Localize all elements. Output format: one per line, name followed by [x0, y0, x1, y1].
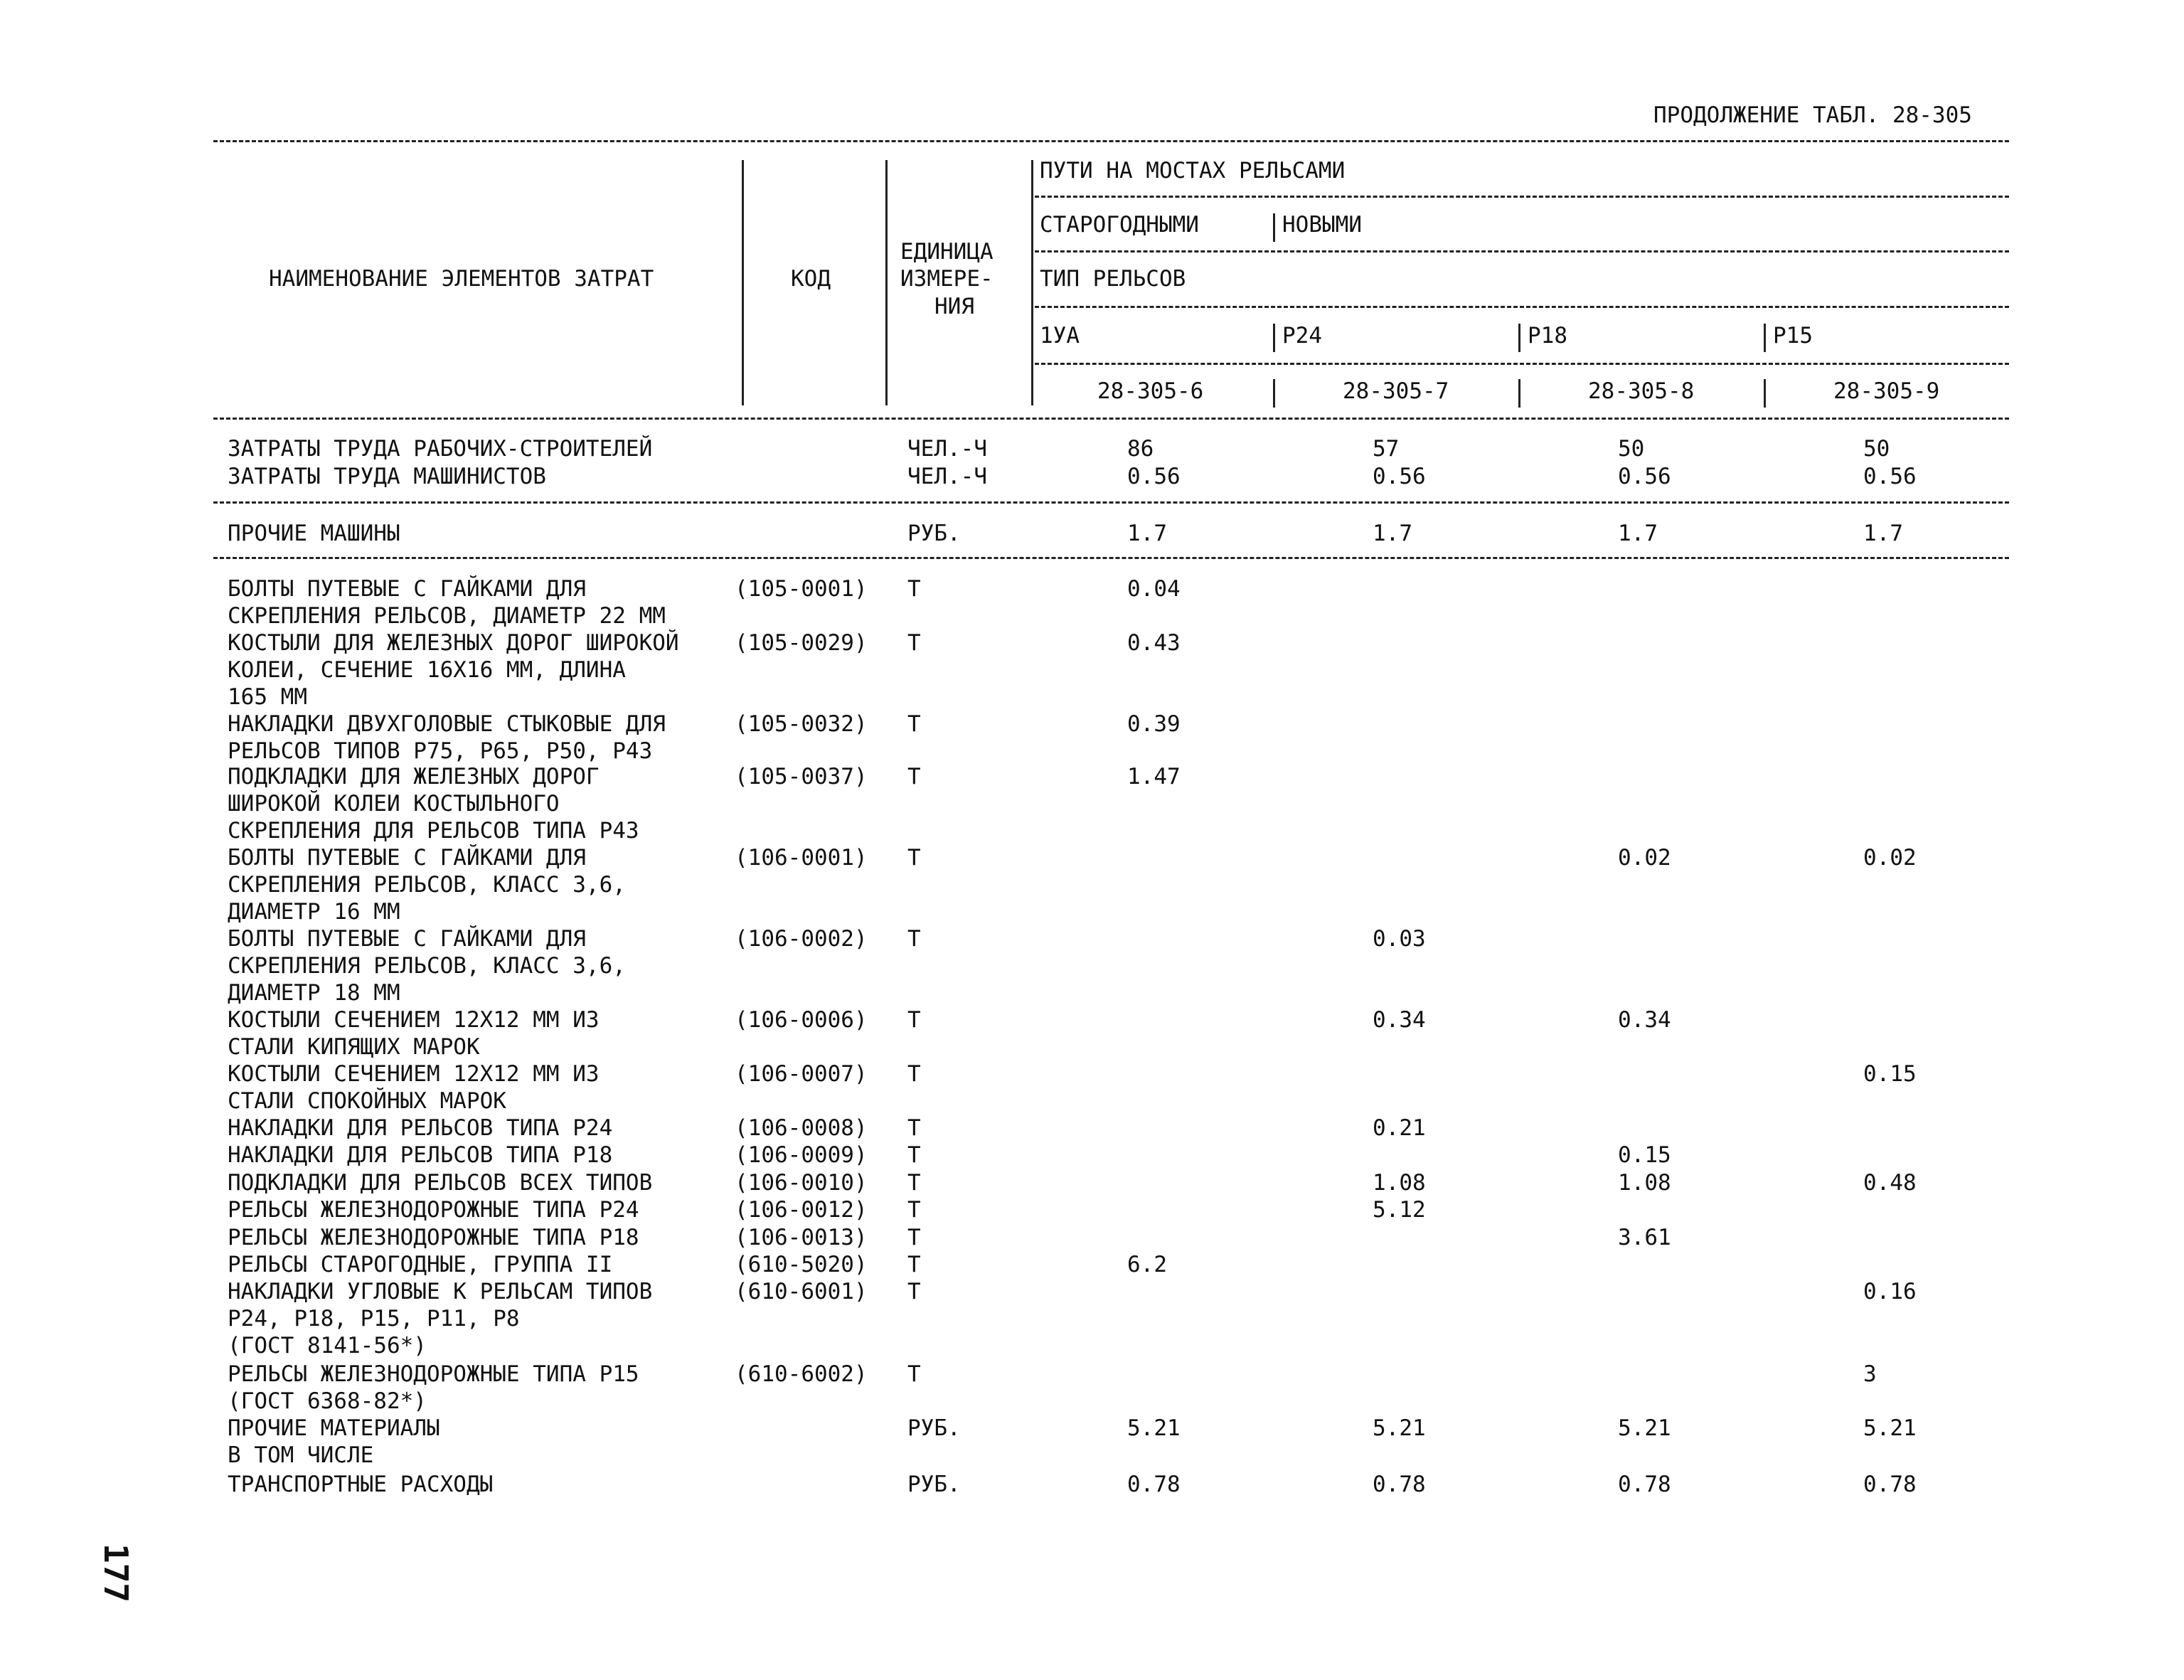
header-code: КОД — [791, 266, 831, 292]
row-value-3: 0.02 — [1618, 845, 1671, 871]
row-value-4: 0.48 — [1863, 1170, 1917, 1196]
row-value-1: 0.78 — [1127, 1472, 1181, 1497]
row-code: (105-0029) — [735, 630, 868, 656]
row-name: РЕЛЬСЫ ЖЕЛЕЗНОДОРОЖНЫЕ ТИПА Р18 — [228, 1225, 639, 1250]
row-unit: Т — [907, 576, 921, 602]
row-value-2: 1.08 — [1373, 1170, 1426, 1196]
header-name: НАИМЕНОВАНИЕ ЭЛЕМЕНТОВ ЗАТРАТ — [269, 266, 654, 292]
row-value-1: 1.7 — [1127, 521, 1167, 546]
rule-labor-bottom — [213, 501, 2009, 504]
row-unit: ЧЕЛ.-Ч — [907, 436, 987, 462]
row-value-4: 0.78 — [1863, 1472, 1917, 1497]
row-name: ПОДКЛАДКИ ДЛЯ РЕЛЬСОВ ВСЕХ ТИПОВ — [228, 1170, 653, 1196]
row-name-line-3: ДИАМЕТР 16 ММ — [228, 899, 400, 925]
row-value-3: 3.61 — [1618, 1225, 1671, 1250]
row-name-line-2: (ГОСТ 6368-82*) — [228, 1388, 427, 1414]
row-name: НАКЛАДКИ УГЛОВЫЕ К РЕЛЬСАМ ТИПОВ — [228, 1279, 653, 1304]
header-sep-values — [1031, 160, 1033, 405]
row-name-line-2: СТАЛИ КИПЯЩИХ МАРОК — [228, 1034, 480, 1060]
row-name: В ТОМ ЧИСЛЕ — [228, 1442, 374, 1468]
row-name: НАКЛАДКИ ДЛЯ РЕЛЬСОВ ТИПА Р24 — [228, 1115, 613, 1141]
row-unit: Т — [907, 1279, 921, 1304]
row-code: (105-0037) — [735, 764, 868, 790]
row-name-line-2: СТАЛИ СПОКОЙНЫХ МАРОК — [228, 1088, 506, 1114]
row-name: НАКЛАДКИ ДЛЯ РЕЛЬСОВ ТИПА Р18 — [228, 1142, 613, 1168]
row-value-4: 1.7 — [1863, 521, 1903, 546]
row-name-line-2: СКРЕПЛЕНИЯ РЕЛЬСОВ, ДИАМЕТР 22 ММ — [228, 603, 666, 629]
header-code-3: 28-305-8 — [1588, 378, 1695, 404]
row-name: ЗАТРАТЫ ТРУДА МАШИНИСТОВ — [228, 464, 546, 489]
row-value-3: 1.7 — [1618, 521, 1658, 546]
row-unit: Т — [907, 630, 921, 656]
row-name: ПРОЧИЕ МАШИНЫ — [228, 521, 400, 546]
header-code-2: 28-305-7 — [1343, 378, 1449, 404]
row-unit: Т — [907, 1007, 921, 1033]
row-code: (106-0010) — [735, 1170, 868, 1196]
header-old: СТАРОГОДНЫМИ — [1040, 212, 1199, 238]
row-code: (610-6001) — [735, 1279, 868, 1304]
row-value-2: 0.34 — [1373, 1007, 1426, 1033]
row-value-3: 0.34 — [1618, 1007, 1671, 1033]
row-unit: Т — [907, 1252, 921, 1277]
row-code: (105-0001) — [735, 576, 868, 602]
header-sep-code-2 — [1273, 379, 1275, 408]
header-sep-code-3 — [1518, 379, 1520, 408]
row-value-2: 0.21 — [1373, 1115, 1426, 1141]
row-value-4: 0.15 — [1863, 1061, 1917, 1087]
row-value-4: 0.56 — [1863, 464, 1917, 489]
row-value-2: 0.78 — [1373, 1472, 1426, 1497]
row-name-line-3: (ГОСТ 8141-56*) — [228, 1333, 427, 1359]
row-name: ЗАТРАТЫ ТРУДА РАБОЧИХ-СТРОИТЕЛЕЙ — [228, 436, 653, 462]
row-name: КОСТЫЛИ ДЛЯ ЖЕЛЕЗНЫХ ДОРОГ ШИРОКОЙ — [228, 630, 679, 656]
row-name-line-2: КОЛЕИ, СЕЧЕНИЕ 16X16 ММ, ДЛИНА — [228, 657, 626, 683]
header-sep-type-2 — [1273, 324, 1275, 352]
row-name: БОЛТЫ ПУТЕВЫЕ С ГАЙКАМИ ДЛЯ — [228, 845, 586, 871]
row-unit: Т — [907, 1061, 921, 1087]
row-name-line-2: СКРЕПЛЕНИЯ РЕЛЬСОВ, КЛАСС 3,6, — [228, 953, 626, 979]
rule-group-sub — [1035, 196, 2009, 198]
row-value-1: 5.21 — [1127, 1415, 1181, 1441]
row-name-line-2: Р24, Р18, Р15, Р11, Р8 — [228, 1306, 520, 1331]
header-sep-type-4 — [1764, 324, 1766, 352]
row-code: (105-0032) — [735, 711, 868, 737]
row-value-3: 50 — [1618, 436, 1645, 462]
row-value-4: 5.21 — [1863, 1415, 1917, 1441]
row-value-4: 50 — [1863, 436, 1890, 462]
row-unit: РУБ. — [907, 1472, 961, 1497]
row-value-2: 0.03 — [1373, 926, 1426, 952]
row-unit: Т — [907, 1142, 921, 1168]
header-new: НОВЫМИ — [1282, 212, 1362, 238]
page-number: 177 — [97, 1543, 135, 1603]
row-name: ПРОЧИЕ МАТЕРИАЛЫ — [228, 1415, 440, 1441]
row-value-1: 1.47 — [1127, 764, 1181, 790]
header-type-1: 1УА — [1040, 323, 1080, 349]
row-value-3: 0.56 — [1618, 464, 1671, 489]
row-name-line-3: 165 ММ — [228, 684, 307, 710]
row-unit: Т — [907, 1170, 921, 1196]
row-value-1: 0.56 — [1127, 464, 1181, 489]
header-unit-line-1: ЕДИНИЦА — [900, 239, 994, 265]
row-value-3: 5.21 — [1618, 1415, 1671, 1441]
row-name: БОЛТЫ ПУТЕВЫЕ С ГАЙКАМИ ДЛЯ — [228, 576, 586, 602]
row-value-1: 6.2 — [1127, 1252, 1167, 1277]
page-title: ПРОДОЛЖЕНИЕ ТАБЛ. 28-305 — [1653, 102, 1972, 128]
row-name: КОСТЫЛИ СЕЧЕНИЕМ 12X12 ММ ИЗ — [228, 1007, 600, 1033]
row-value-4: 0.02 — [1863, 845, 1917, 871]
row-value-2: 1.7 — [1373, 521, 1412, 546]
header-code-1: 28-305-6 — [1097, 378, 1204, 404]
row-unit: Т — [907, 845, 921, 871]
header-sep-code — [742, 160, 744, 405]
header-type-3: Р18 — [1528, 323, 1567, 349]
rule-machines-bottom — [213, 557, 2009, 559]
row-name: КОСТЫЛИ СЕЧЕНИЕМ 12X12 ММ ИЗ — [228, 1061, 600, 1087]
row-unit: Т — [907, 1115, 921, 1141]
row-value-2: 57 — [1373, 436, 1400, 462]
row-name: БОЛТЫ ПУТЕВЫЕ С ГАЙКАМИ ДЛЯ — [228, 926, 586, 952]
header-group: ПУТИ НА МОСТАХ РЕЛЬСАМИ — [1040, 158, 1346, 184]
row-name: НАКЛАДКИ ДВУХГОЛОВЫЕ СТЫКОВЫЕ ДЛЯ — [228, 711, 666, 737]
row-unit: Т — [907, 1361, 921, 1387]
row-value-3: 0.78 — [1618, 1472, 1671, 1497]
row-code: (106-0006) — [735, 1007, 868, 1033]
row-value-2: 0.56 — [1373, 464, 1426, 489]
header-sep-unit — [885, 160, 888, 405]
row-name-line-2: СКРЕПЛЕНИЯ РЕЛЬСОВ, КЛАСС 3,6, — [228, 872, 626, 898]
row-code: (610-6002) — [735, 1361, 868, 1387]
row-unit: РУБ. — [907, 521, 961, 546]
rule-type-sub — [1035, 306, 2009, 308]
row-code: (106-0008) — [735, 1115, 868, 1141]
row-unit: Т — [907, 1197, 921, 1223]
rule-types-sub — [1035, 363, 2009, 365]
row-code: (610-5020) — [735, 1252, 868, 1277]
row-unit: ЧЕЛ.-Ч — [907, 464, 987, 489]
row-unit: Т — [907, 764, 921, 790]
row-code: (106-0007) — [735, 1061, 868, 1087]
row-code: (106-0002) — [735, 926, 868, 952]
row-value-4: 0.16 — [1863, 1279, 1917, 1304]
row-value-2: 5.12 — [1373, 1197, 1426, 1223]
row-name: РЕЛЬСЫ ЖЕЛЕЗНОДОРОЖНЫЕ ТИПА Р15 — [228, 1361, 639, 1387]
header-sep-type-3 — [1518, 324, 1520, 352]
header-type-2: Р24 — [1282, 323, 1322, 349]
row-unit: Т — [907, 711, 921, 737]
header-unit-line-3: НИЯ — [934, 294, 974, 319]
header-sep-code-4 — [1764, 379, 1766, 408]
header-type-4: Р15 — [1773, 323, 1813, 349]
row-name-line-2: ШИРОКОЙ КОЛЕИ КОСТЫЛЬНОГО — [228, 791, 560, 817]
row-unit: Т — [907, 926, 921, 952]
header-unit-line-2: ИЗМЕРЕ- — [900, 266, 994, 292]
row-name: ПОДКЛАДКИ ДЛЯ ЖЕЛЕЗНЫХ ДОРОГ — [228, 764, 600, 790]
row-code: (106-0013) — [735, 1225, 868, 1250]
row-unit: Т — [907, 1225, 921, 1250]
row-value-3: 0.15 — [1618, 1142, 1671, 1168]
rule-old-new-sub — [1035, 250, 2009, 252]
row-value-3: 1.08 — [1618, 1170, 1671, 1196]
row-unit: РУБ. — [907, 1415, 961, 1441]
row-name-line-3: СКРЕПЛЕНИЯ ДЛЯ РЕЛЬСОВ ТИПА Р43 — [228, 818, 639, 844]
row-value-1: 0.43 — [1127, 630, 1181, 656]
row-value-1: 86 — [1127, 436, 1154, 462]
header-sep-new — [1273, 213, 1275, 242]
row-code: (106-0001) — [735, 845, 868, 871]
row-name: РЕЛЬСЫ СТАРОГОДНЫЕ, ГРУППА II — [228, 1252, 613, 1277]
rule-header-bottom — [213, 418, 2009, 420]
header-rail-type: ТИП РЕЛЬСОВ — [1040, 266, 1186, 292]
row-name: ТРАНСПОРТНЫЕ РАСХОДЫ — [228, 1472, 494, 1497]
row-code: (106-0012) — [735, 1197, 868, 1223]
row-value-2: 5.21 — [1373, 1415, 1426, 1441]
row-value-1: 0.39 — [1127, 711, 1181, 737]
header-code-4: 28-305-9 — [1833, 378, 1940, 404]
row-value-4: 3 — [1863, 1361, 1877, 1387]
row-name-line-2: РЕЛЬСОВ ТИПОВ Р75, Р65, Р50, Р43 — [228, 738, 653, 764]
row-name-line-3: ДИАМЕТР 18 ММ — [228, 980, 400, 1006]
row-name: РЕЛЬСЫ ЖЕЛЕЗНОДОРОЖНЫЕ ТИПА Р24 — [228, 1197, 639, 1223]
row-code: (106-0009) — [735, 1142, 868, 1168]
rule-top — [213, 140, 2009, 142]
row-value-1: 0.04 — [1127, 576, 1181, 602]
